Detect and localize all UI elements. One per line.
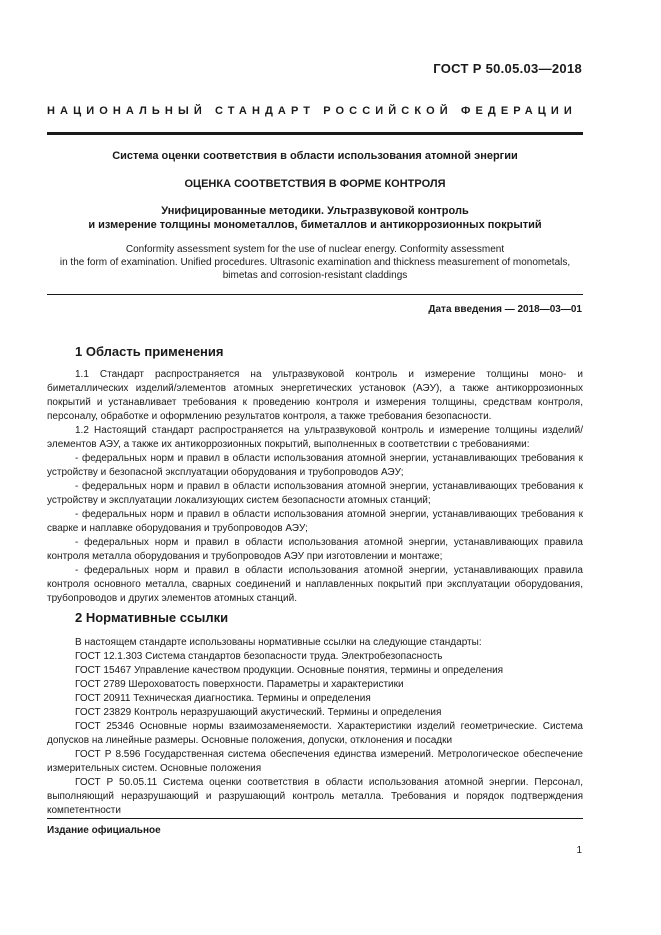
reference-item: ГОСТ 12.1.303 Система стандартов безопасности труда. Электробезопасность [75,651,443,662]
paragraph: 1.2 Настоящий стандарт распространяется на ультразвуковой контроль и измерение толщины изделий/элементов АЭУ, а также их антикоррозионных покрытий, выполненных в соответствии с требованиями: [47,425,583,450]
footer-divider [47,818,583,819]
section-heading: 1 Область применения [75,344,224,359]
section-body [47,368,583,606]
subtitle [47,204,583,232]
main-title: ОЦЕНКА СООТВЕТСТВИЯ В ФОРМЕ КОНТРОЛЯ [184,178,446,190]
subtitle-line: и измерение толщины монометаллов, биметаллов и антикоррозионных покрытий [88,219,542,231]
english-title-line: Conformity assessment system for the use of nuclear energy. Conformity assessment [125,244,505,255]
standard-code: ГОСТ Р 50.05.03—2018 [433,61,582,76]
paragraph: В настоящем стандарте использованы нормативные ссылки на следующие стандарты: [75,637,482,648]
english-title-line: in the form of examination. Unified procedures. Ultrasonic examination and thickness measurement of monometals, [59,257,571,268]
english-title [47,243,583,282]
list-item: - федеральных норм и правил в области использования атомной энергии, устанавливающих правила контроля основного металла, сварных соединений и наплавленных покрытий при эксплуатации оборудования, трубопроводов и других элементов атомных станций. [47,565,583,604]
national-standard-banner: НАЦИОНАЛЬНЫЙ СТАНДАРТ РОССИЙСКОЙ ФЕДЕРАЦИИ [47,105,577,117]
list-item: - федеральных норм и правил в области использования атомной энергии, устанавливающих требования к устройству и безопасной эксплуатации оборудования и трубопроводов АЭУ; [47,453,583,478]
reference-item: ГОСТ 25346 Основные нормы взаимозаменяемости. Характеристики изделий геометрические. Система допусков на линейные размеры. Основные положения, допуски, отклонения и посадки [47,721,583,746]
english-title-line: bimetas and corrosion-resistant claddings [222,270,408,281]
section-heading: 2 Нормативные ссылки [75,610,229,625]
header-divider [47,132,583,135]
page-number: 1 [576,845,582,856]
paragraph: 1.1 Стандарт распространяется на ультразвуковой контроль и измерение толщины моно- и биметаллических изделий/элементов атомных энергетических установок (АЭУ), а также антикоррозионных покрытий и устанавливает требования к проведению контроля и измерения толщины, средствам контроля, персоналу, обработке и оформлению результатов контроля, а также требования безопасности. [47,369,583,422]
subtitle-line: Унифицированные методики. Ультразвуковой контроль [161,205,469,217]
section-body [47,636,583,818]
title-divider [47,294,583,295]
list-item: - федеральных норм и правил в области использования атомной энергии, устанавливающих требования к устройству и эксплуатации локализующих систем безопасности атомных станций; [47,481,583,506]
reference-item: ГОСТ 23829 Контроль неразрушающий акустический. Термины и определения [75,707,442,718]
edition-label: Издание официальное [47,825,161,836]
introduction-date: Дата введения — 2018—03—01 [428,304,582,315]
list-item: - федеральных норм и правил в области использования атомной энергии, устанавливающих правила контроля металла оборудования и трубопроводов АЭУ при изготовлении и монтаже; [47,537,583,562]
reference-item: ГОСТ 2789 Шероховатость поверхности. Параметры и характеристики [75,679,404,690]
reference-item: ГОСТ Р 50.05.11 Система оценки соответствия в области использования атомной энергии. Персонал, выполняющий неразрушающий и разрушающий контроль металла. Требования и порядок подтверждения компетентности [47,777,583,816]
reference-item: ГОСТ Р 8.596 Государственная система обеспечения единства измерений. Метрологическое обеспечение измерительных систем. Основные положения [47,749,583,774]
system-title: Система оценки соответствия в области использования атомной энергии [112,150,518,162]
reference-item: ГОСТ 20911 Техническая диагностика. Термины и определения [75,693,371,704]
list-item: - федеральных норм и правил в области использования атомной энергии, устанавливающих требования к сварке и наплавке оборудования и трубопроводов АЭУ; [47,509,583,534]
reference-item: ГОСТ 15467 Управление качеством продукции. Основные понятия, термины и определения [75,665,504,676]
